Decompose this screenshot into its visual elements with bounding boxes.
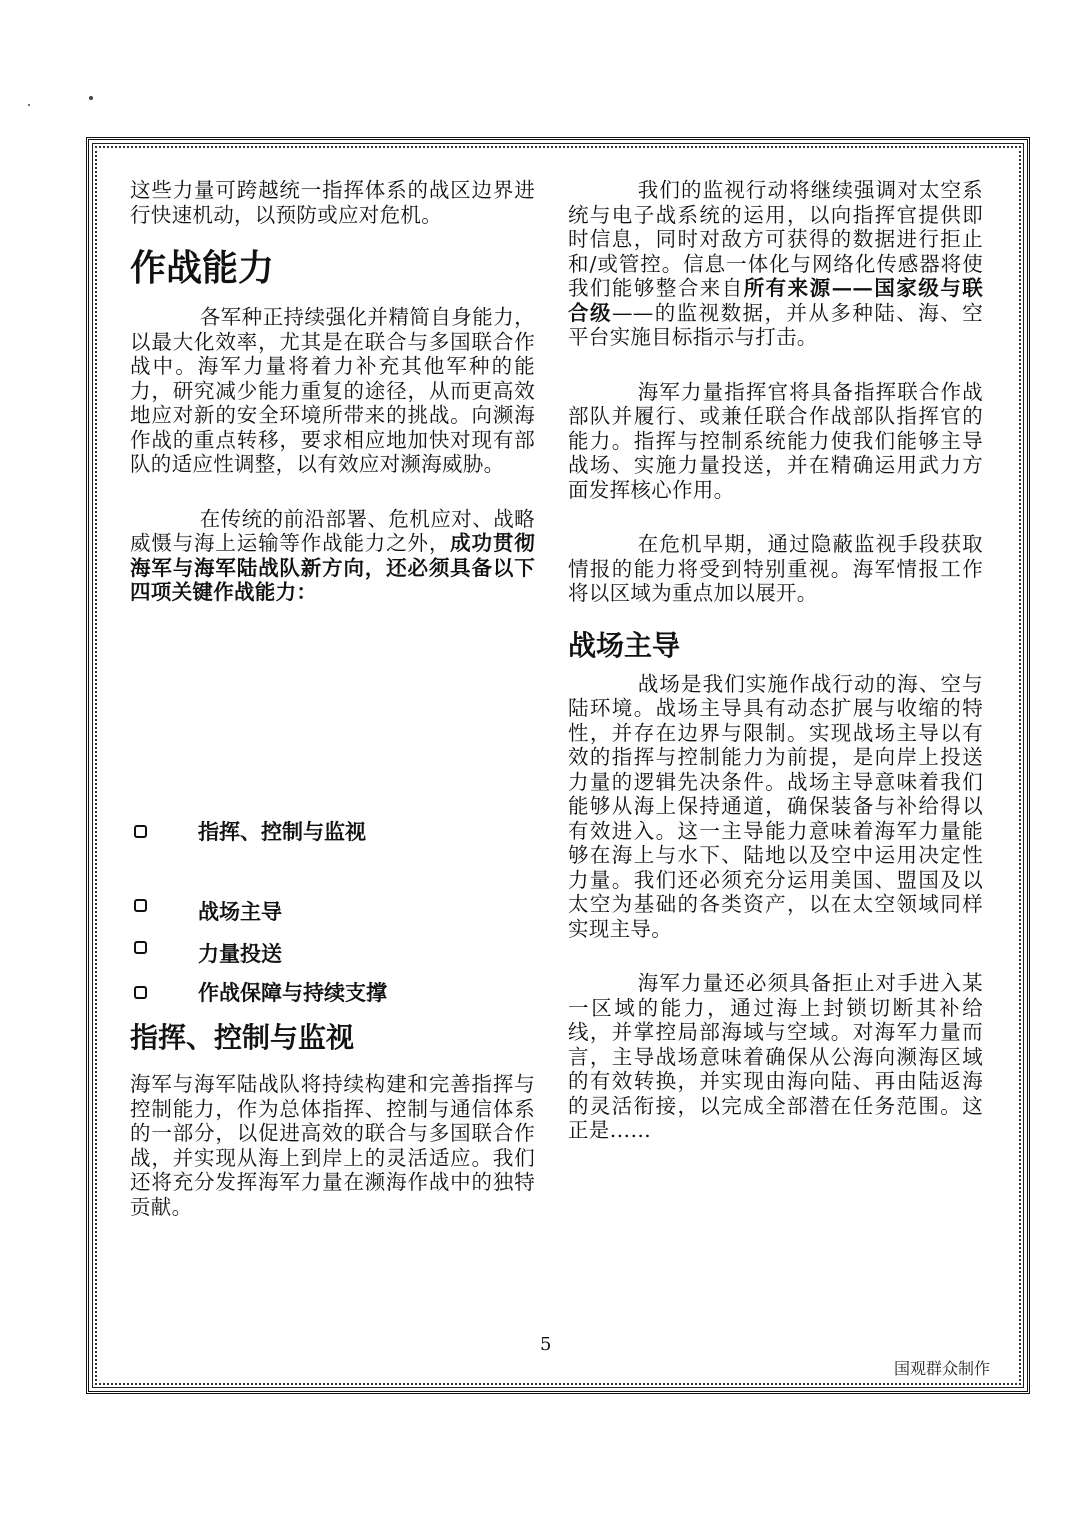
list-item-label: 战场主导: [198, 900, 282, 924]
scan-speck: [28, 104, 30, 106]
combat-paragraph-2-emphasis: 成功贯彻海军与海军陆战队新方向，还必须具备以下四项关键作战能力: [130, 531, 536, 604]
list-item: [130, 897, 550, 925]
page-number: 5: [540, 1334, 552, 1355]
commander-paragraph: 海军力量指挥官将具备指挥联合作战部队并履行、或兼任联合作战部队指挥官的能力。指挥与控制系统能力使我们能够主导战场、实施力量投送，并在精确运用武力方面发挥核心作用。: [568, 379, 983, 502]
battlespace-paragraph-1: 战场是我们实施作战行动的海、空与陆环境。战场主导具有动态扩展与收缩的特性，并存在边界与限制。实现战场主导以有效的指挥与控制能力为前提，是向岸上投送力量的逻辑先决条件。战场主导意味着我们能够从海上保持通道，确保装备与补给得以有效进入。这一主导能力意味着海军力量能够在海上与水下、陆地以及空中运用决定性力量。我们还必须充分运用美国、盟国及以太空为基础的各类资产，以在太空领域同样实现主导。: [568, 671, 983, 941]
combat-paragraph-2-text: 在传统的前沿部署、危机应对、战略威慑与海上运输等作战能力之外，: [130, 506, 535, 555]
combat-paragraph-1: 各军种正持续强化并精简自身能力，以最大化效率，尤其是在联合与多国联合作战中。海军力量将着力补充其他军种的能力，研究减少能力重复的途径，从而更高效地应对新的安全环境所带来的挑战。向濒海作战的重点转移，要求相应地加快对现有部队的适应性调整，以有效应对濒海威胁。: [130, 305, 535, 476]
c2-heading: 指挥、控制与监视: [130, 1021, 355, 1054]
list-item-label: 指挥、控制与监视: [198, 820, 366, 844]
checkbox-square-icon: [134, 941, 147, 954]
list-item-label: 作战保障与持续支撑: [198, 981, 387, 1005]
crisis-paragraph: 在危机早期，通过隐蔽监视手段获取情报的能力将受到特别重视。海军情报工作将以区域为重点加以展开。: [568, 532, 983, 605]
list-item: [130, 978, 550, 1006]
right-column: [568, 178, 983, 1143]
surveillance-text-b: ——的监视数据，并从多种陆、海、空平台实施目标指示与打击。: [568, 300, 983, 349]
surveillance-paragraph: [568, 178, 983, 350]
combat-paragraph-2-colon: ：: [296, 580, 318, 604]
intro-paragraph: 这些力量可跨越统一指挥体系的战区边界进行快速机动，以预防或应对危机。: [130, 178, 535, 227]
battlespace-heading: 战场主导: [568, 628, 681, 662]
c2-paragraph: 海军与海军陆战队将持续构建和完善指挥与控制能力，作为总体指挥、控制与通信体系的一部分，以促进高效的联合与多国联合作战，并实现从海上到岸上的灵活适应。我们还将充分发挥海军力量在濒海作战中的独特贡献。: [130, 1072, 535, 1219]
scan-speck: [89, 96, 93, 100]
left-column-lower: [130, 1020, 535, 1219]
left-column: [130, 178, 535, 605]
list-item: [130, 817, 550, 845]
combat-paragraph-2: [130, 507, 535, 605]
producer-watermark: 国观群众制作: [893, 1359, 990, 1378]
checkbox-square-icon: [134, 899, 147, 912]
list-item: [130, 939, 550, 967]
surveillance-text-a: 我们的监视行动将继续强调对太空系统与电子战系统的运用，以向指挥官提供即时信息，同时对敌方可获得的数据进行拒止和/或管控。信息一体化与网络化传感器将使我们能够整合来自: [568, 178, 983, 300]
checkbox-square-icon: [134, 986, 147, 999]
list-item-label: 力量投送: [198, 942, 282, 966]
surveillance-emphasis: 所有来源——国家级与联合级: [568, 276, 983, 325]
battlespace-paragraph-2: 海军力量还必须具备拒止对手进入某一区域的能力，通过海上封锁切断其补给线，并掌控局部海域与空域。对海军力量而言，主导战场意味着确保从公海向濒海区域的有效转换，并实现由海向陆、再由陆返海的灵活衔接，以完成全部潜在任务范围。这正是……: [568, 971, 983, 1142]
checkbox-square-icon: [134, 825, 147, 838]
combat-capabilities-heading: 作战能力: [130, 248, 275, 289]
